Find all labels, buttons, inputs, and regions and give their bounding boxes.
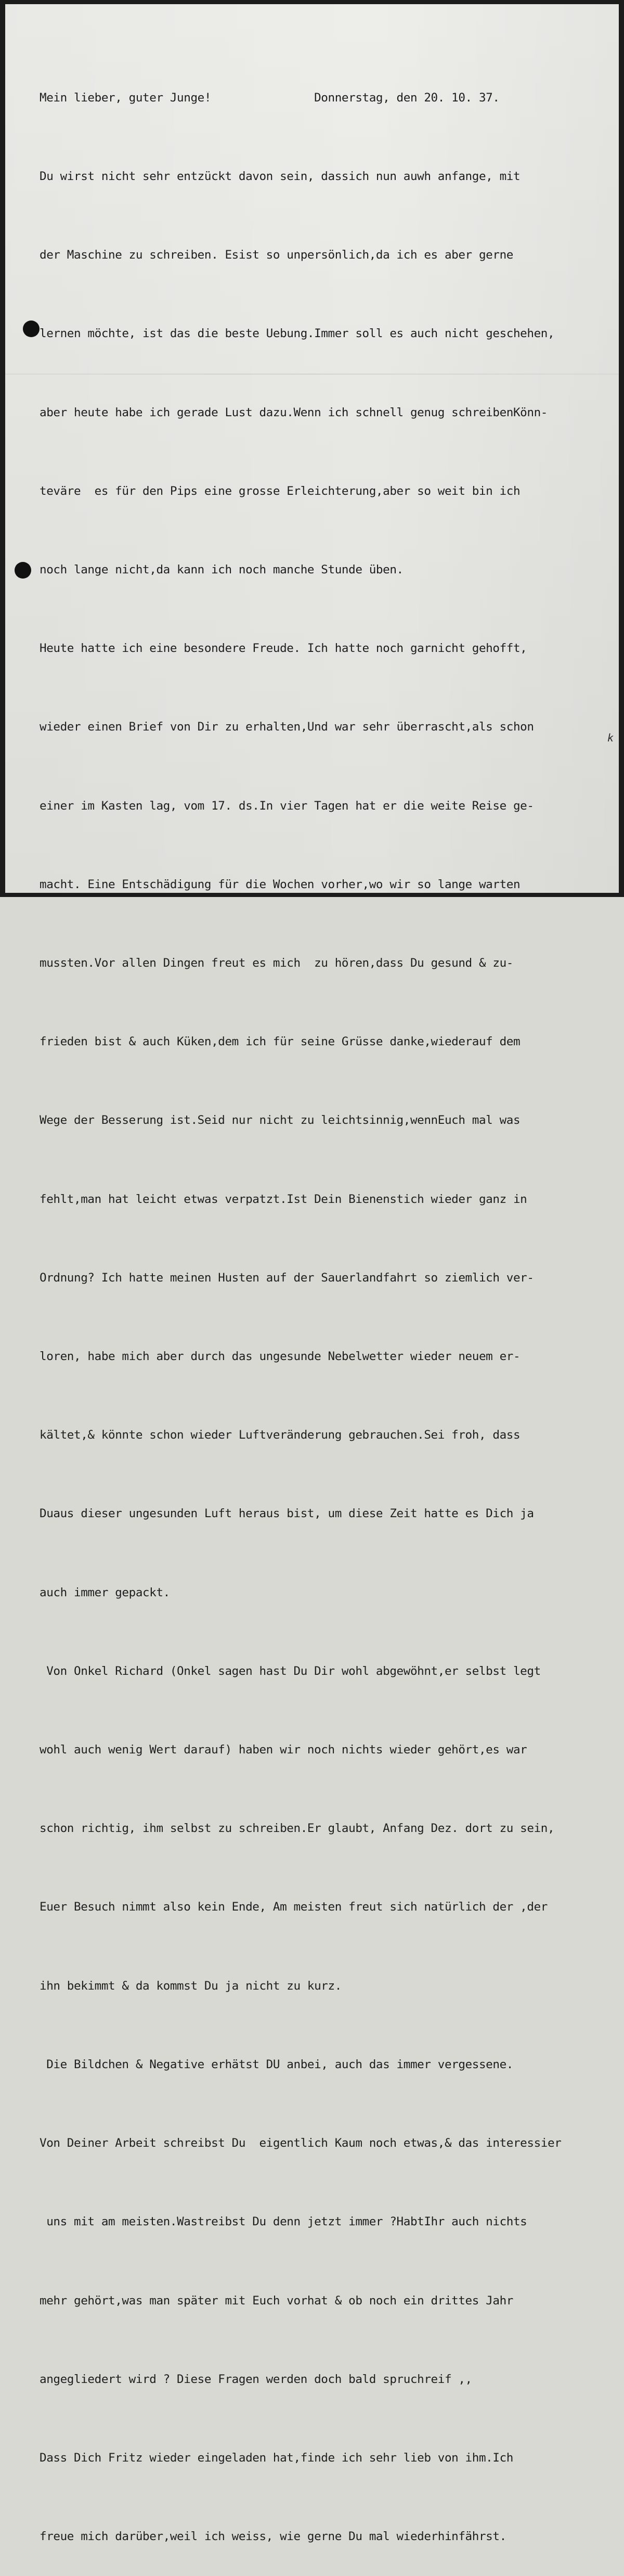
letter-line: auch immer gepackt.: [40, 1585, 170, 1599]
letter-line: aber heute habe ich gerade Lust dazu.Wenn ich schnell genug schreibenKönn-: [40, 405, 548, 419]
letter-line: ihn bekimmt & da kommst Du ja nicht zu kurz.: [40, 1979, 342, 1993]
letter-line: Mein lieber, guter Junge! Donnerstag, den 20. 10. 37.: [40, 91, 500, 105]
punch-hole: [23, 321, 40, 337]
margin-note: k: [607, 732, 614, 744]
letter-line: Euer Besuch nimmt also kein Ende, Am meisten freut sich natürlich der ,der: [40, 1900, 548, 1914]
letter-line: fehlt,man hat leicht etwas verpatzt.Ist Dein Bienenstich wieder ganz in: [40, 1192, 527, 1206]
letter-line: Die Bildchen & Negative erhätst DU anbei, auch das immer vergessene.: [40, 2057, 513, 2071]
letter-line: macht. Eine Entschädigung für die Wochen vorher,wo wir so lange warten: [40, 877, 521, 891]
letter-line: lernen möchte, ist das die beste Uebung.Immer soll es auch nicht geschehen,: [40, 327, 555, 341]
letter-line: kältet,& könnte schon wieder Luftveränderung gebrauchen.Sei froh, dass: [40, 1428, 521, 1442]
letter-line: Ordnung? Ich hatte meinen Husten auf der Sauerlandfahrt so ziemlich ver-: [40, 1271, 534, 1285]
letter-line: wieder einen Brief von Dir zu erhalten,Und war sehr überrascht,als schon: [40, 720, 534, 734]
letter-line: mussten.Vor allen Dingen freut es mich zu hören,dass Du gesund & zu-: [40, 956, 513, 970]
letter-line: noch lange nicht,da kann ich noch manche Stunde üben.: [40, 563, 404, 577]
letter-line: loren, habe mich aber durch das ungesunde Nebelwetter wieder neuem er-: [40, 1350, 521, 1364]
letter-line: Du wirst nicht sehr entzückt davon sein, dassich nun auwh anfange, mit: [40, 170, 521, 184]
letter-line: Dass Dich Fritz wieder eingeladen hat,finde ich sehr lieb von ihm.Ich: [40, 2451, 513, 2465]
letter-line: Wege der Besserung ist.Seid nur nicht zu leichtsinnig,wennEuch mal was: [40, 1113, 521, 1127]
letter-line: mehr gehört,was man später mit Euch vorhat & ob noch ein drittes Jahr: [40, 2293, 513, 2308]
letter-line: uns mit am meisten.Wastreibst Du denn jetzt immer ?HabtIhr auch nichts: [40, 2215, 527, 2229]
letter-line: teväre es für den Pips eine grosse Erleichterung,aber so weit bin ich: [40, 484, 521, 498]
letter-line: Heute hatte ich eine besondere Freude. Ich hatte noch garnicht gehofft,: [40, 642, 527, 656]
letter-line: freue mich darüber,weil ich weiss, wie gerne Du mal wiederhinfährst.: [40, 2530, 506, 2544]
letter-line: der Maschine zu schreiben. Esist so unpersönlich,da ich es aber gerne: [40, 248, 513, 262]
letter-line: Duaus dieser ungesunden Luft heraus bist, um diese Zeit hatte es Dich ja: [40, 1507, 534, 1521]
letter-line: schon richtig, ihm selbst zu schreiben.Er glaubt, Anfang Dez. dort zu sein,: [40, 1822, 555, 1836]
letter-line: einer im Kasten lag, vom 17. ds.In vier Tagen hat er die weite Reise ge-: [40, 799, 534, 813]
letter-line: frieden bist & auch Küken,dem ich für seine Grüsse danke,wiederauf dem: [40, 1035, 521, 1049]
punch-hole: [15, 562, 31, 579]
letter-line: wohl auch wenig Wert darauf) haben wir noch nichts wieder gehört,es war: [40, 1743, 527, 1757]
letter-line: Von Onkel Richard (Onkel sagen hast Du Dir wohl abgewöhnt,er selbst legt: [40, 1664, 541, 1678]
letter-body: [40, 32, 606, 2576]
letter-line: angegliedert wird ? Diese Fragen werden doch bald spruchreif ,,: [40, 2372, 472, 2386]
letter-line: Von Deiner Arbeit schreibst Du eigentlich Kaum noch etwas,& das interessier: [40, 2136, 562, 2150]
